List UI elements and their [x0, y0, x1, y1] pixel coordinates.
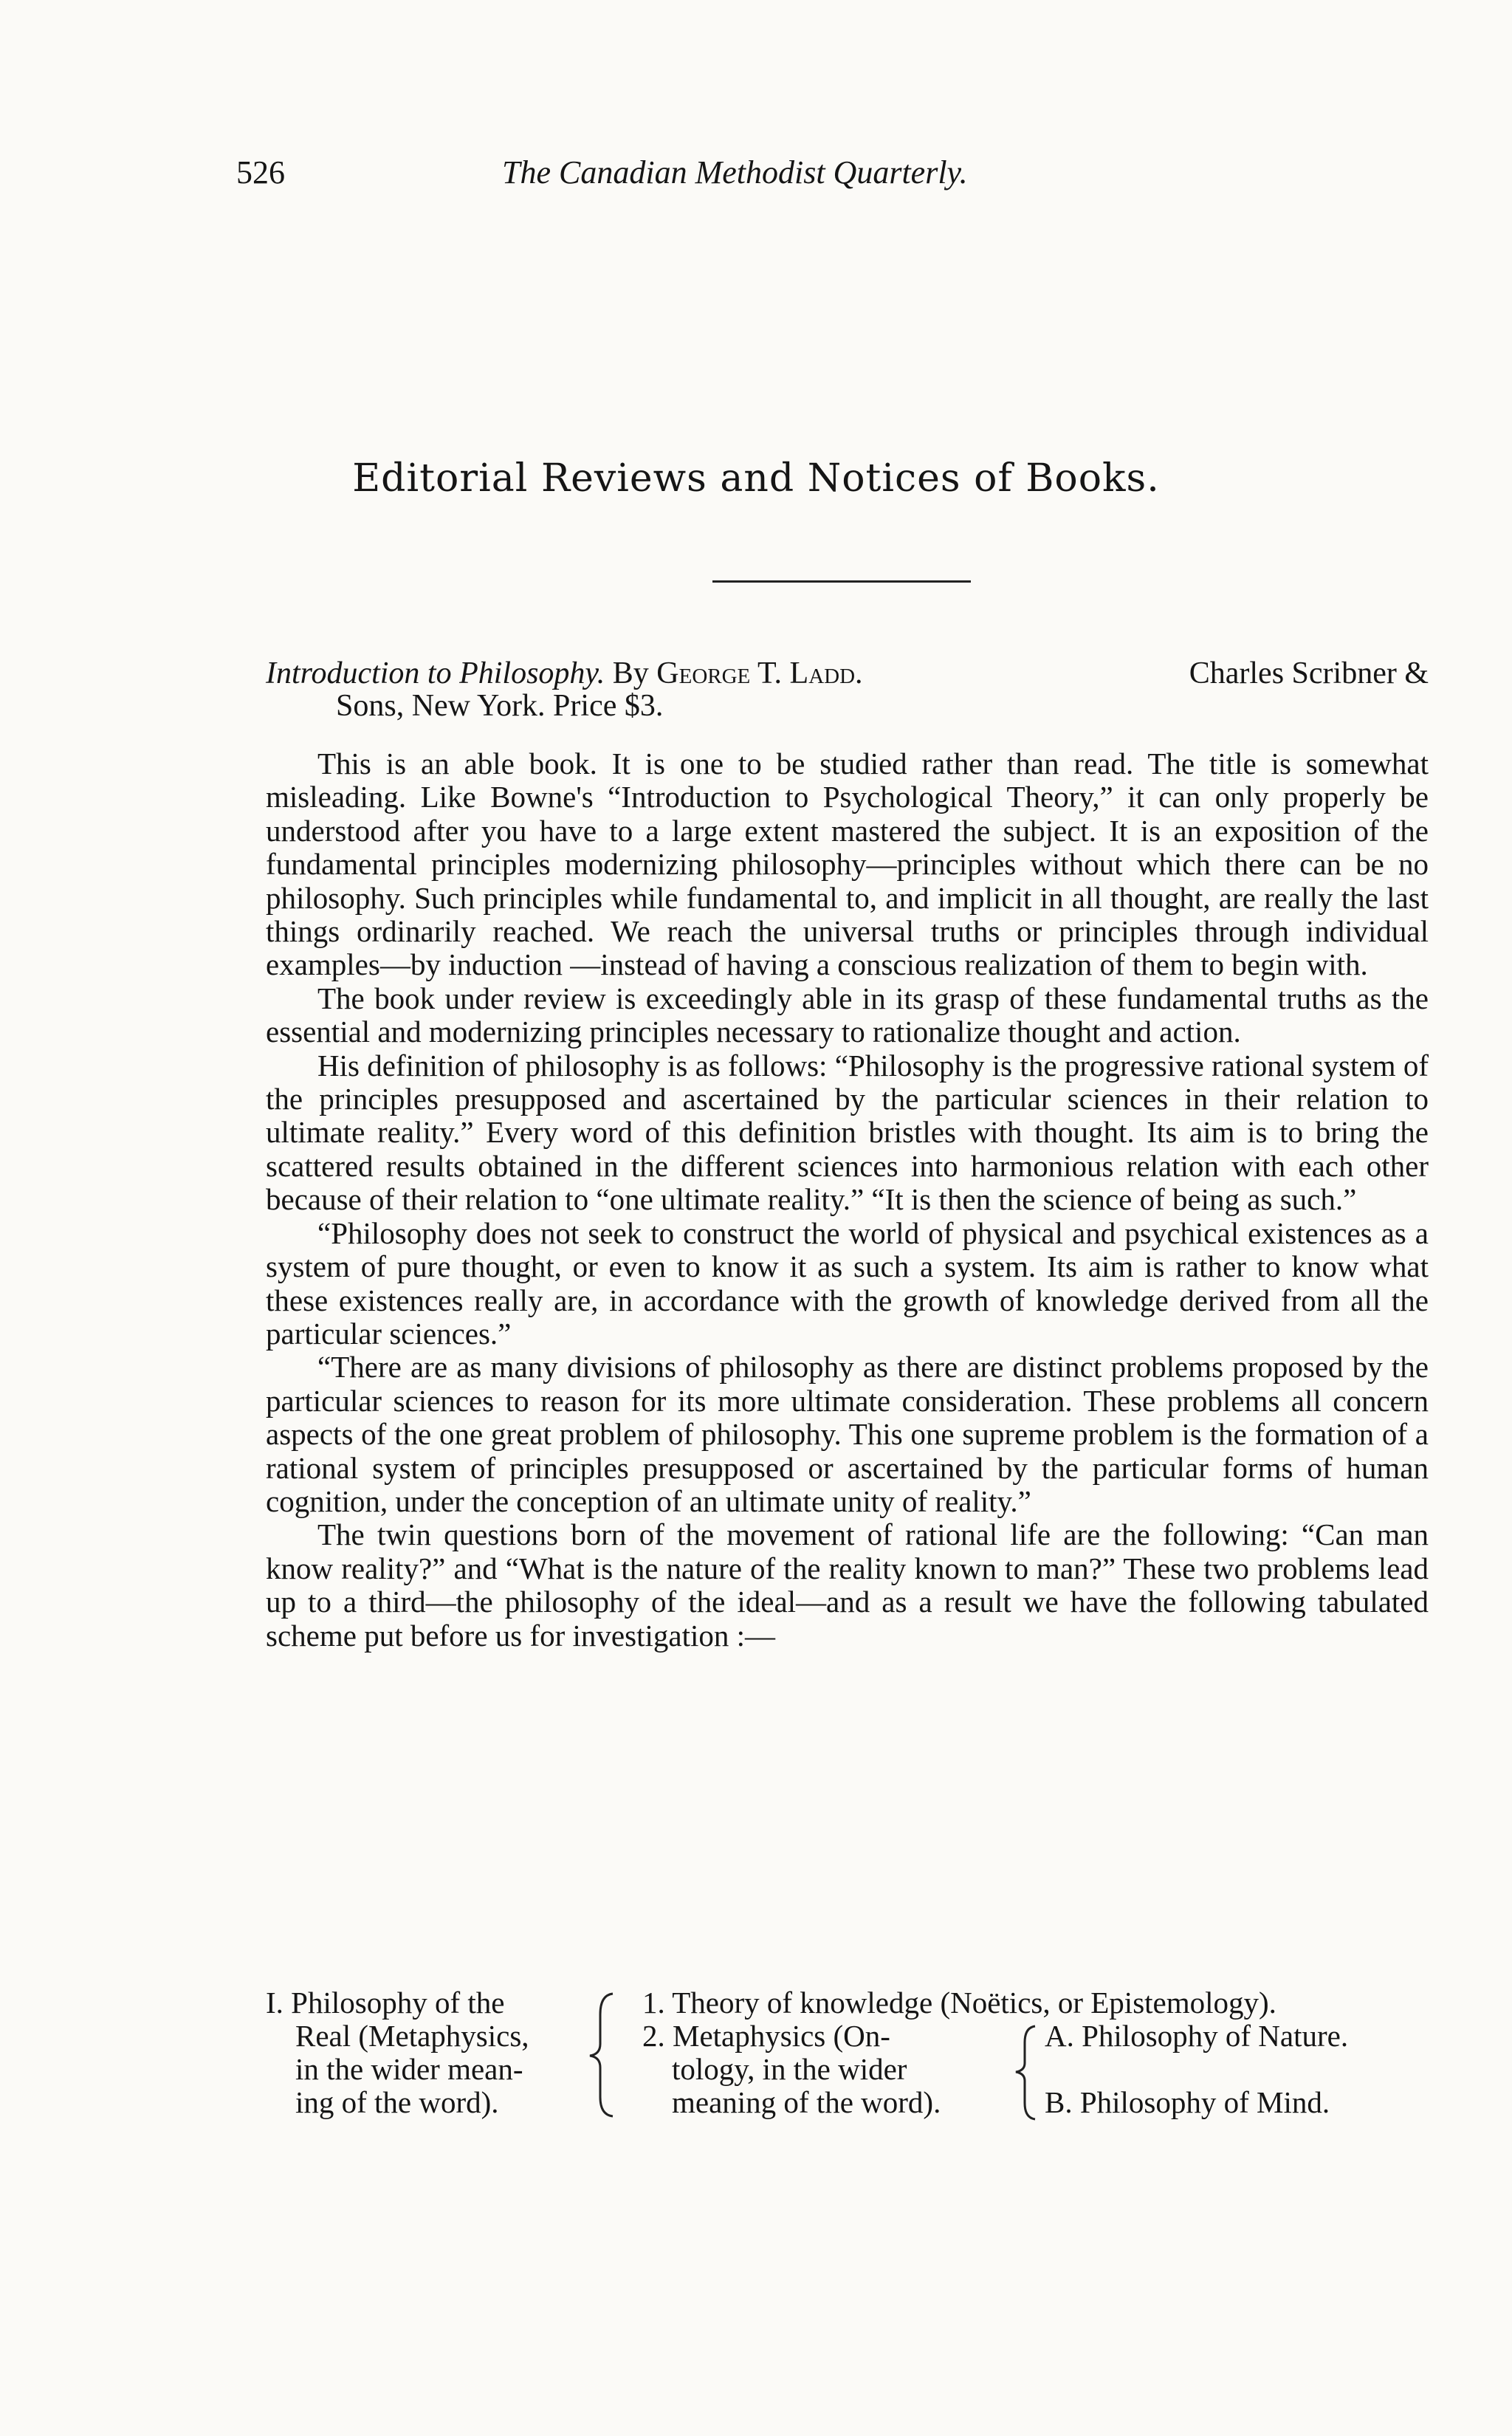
- scheme-main-line: ing of the word).: [295, 2085, 499, 2119]
- citation-by: By: [612, 656, 649, 690]
- scheme-sub-a: A. Philosophy of Nature.: [1045, 2019, 1349, 2053]
- scheme-main-division: [266, 1986, 561, 2119]
- tabulated-scheme: [266, 1986, 1440, 2134]
- paragraph: This is an able book. It is one to be studied rather than read. The title is somewhat misleading. Like Bowne's “Introduction to Psychological Theory,” it can only properly be understood after you have to a large extent mastered the subject. It is an exposition of the fundamental principles modernizing philosophy—principles without which there can be no philosophy. Such principles while fundamental to, and implicit in all thought, are really the last things ordinarily reached. We reach the universal truths or principles through individual examples—by induction —instead of having a conscious realization of them to begin with.: [266, 747, 1429, 982]
- paragraph: “There are as many divisions of philosophy as there are distinct problems proposed by the particular sciences to reason for its more ultimate consideration. These problems all concern aspects of the one great problem of philosophy. This one supreme problem is the formation of a rational system of principles presupposed or ascertained by the particular forms of human cognition, under the conception of an ultimate unity of reality.”: [266, 1350, 1429, 1518]
- left-brace-icon: [580, 1992, 624, 2118]
- divider-rule: [712, 580, 971, 583]
- book-author: George T. Ladd.: [656, 656, 863, 690]
- paragraph: His definition of philosophy is as follows: “Philosophy is the progressive rational system of the principles presupposed and ascertained by the particular sciences in their relation to ultimate reality.” Every word of this definition bristles with thought. Its aim is to bring the scattered results obtained in the different sciences into harmonious relation with each other because of their relation to “one ultimate reality.” “It is then the science of being as such.”: [266, 1048, 1429, 1217]
- book-citation: [266, 657, 1429, 722]
- publisher-line-1: Charles Scribner &: [1189, 656, 1429, 690]
- paragraph: The book under review is exceedingly able in its grasp of these fundamental truths as the essential and modernizing principles necessary to rationalize thought and action.: [266, 981, 1429, 1049]
- scheme-item-1: 1. Theory of knowledge (Noëtics, or Epistemology).: [642, 1986, 1276, 2020]
- scheme-subdivisions: [642, 1986, 1440, 2119]
- running-title: The Canadian Methodist Quarterly.: [502, 154, 968, 191]
- running-header: [236, 154, 1196, 205]
- right-brace-icon: [1011, 2025, 1041, 2121]
- scheme-item-2-cont: tology, in the wider: [672, 2052, 907, 2086]
- paragraph: The twin questions born of the movement of rational life are the following: “Can man know reality?” and “What is the nature of the reality known to man?” These two problems lead up to a third—the philosophy of the ideal—and as a result we have the following tabulated scheme put before us for investigation :—: [266, 1517, 1429, 1653]
- paragraph: “Philosophy does not seek to construct the world of physical and psychical existences as a system of pure thought, or even to know it as such a system. Its aim is rather to know what these existences really are, in accordance with the growth of knowledge derived from all the particular sciences.”: [266, 1215, 1429, 1351]
- section-heading: Editorial Reviews and Notices of Books.: [352, 456, 1160, 501]
- review-body: [266, 747, 1429, 1653]
- scheme-item-2-cont: meaning of the word).: [672, 2085, 941, 2119]
- publisher-line-2: Sons, New York. Price $3.: [336, 689, 664, 723]
- scheme-item-2: 2. Metaphysics (On-: [642, 2019, 890, 2053]
- page-number: 526: [236, 154, 285, 191]
- book-title: Introduction to Philosophy.: [266, 656, 605, 690]
- scheme-sub-b: B. Philosophy of Mind.: [1045, 2085, 1330, 2119]
- scheme-main-line: in the wider mean-: [295, 2052, 523, 2086]
- scheme-main-line: I. Philosophy of the: [266, 1986, 505, 2020]
- scheme-main-line: Real (Metaphysics,: [295, 2019, 529, 2053]
